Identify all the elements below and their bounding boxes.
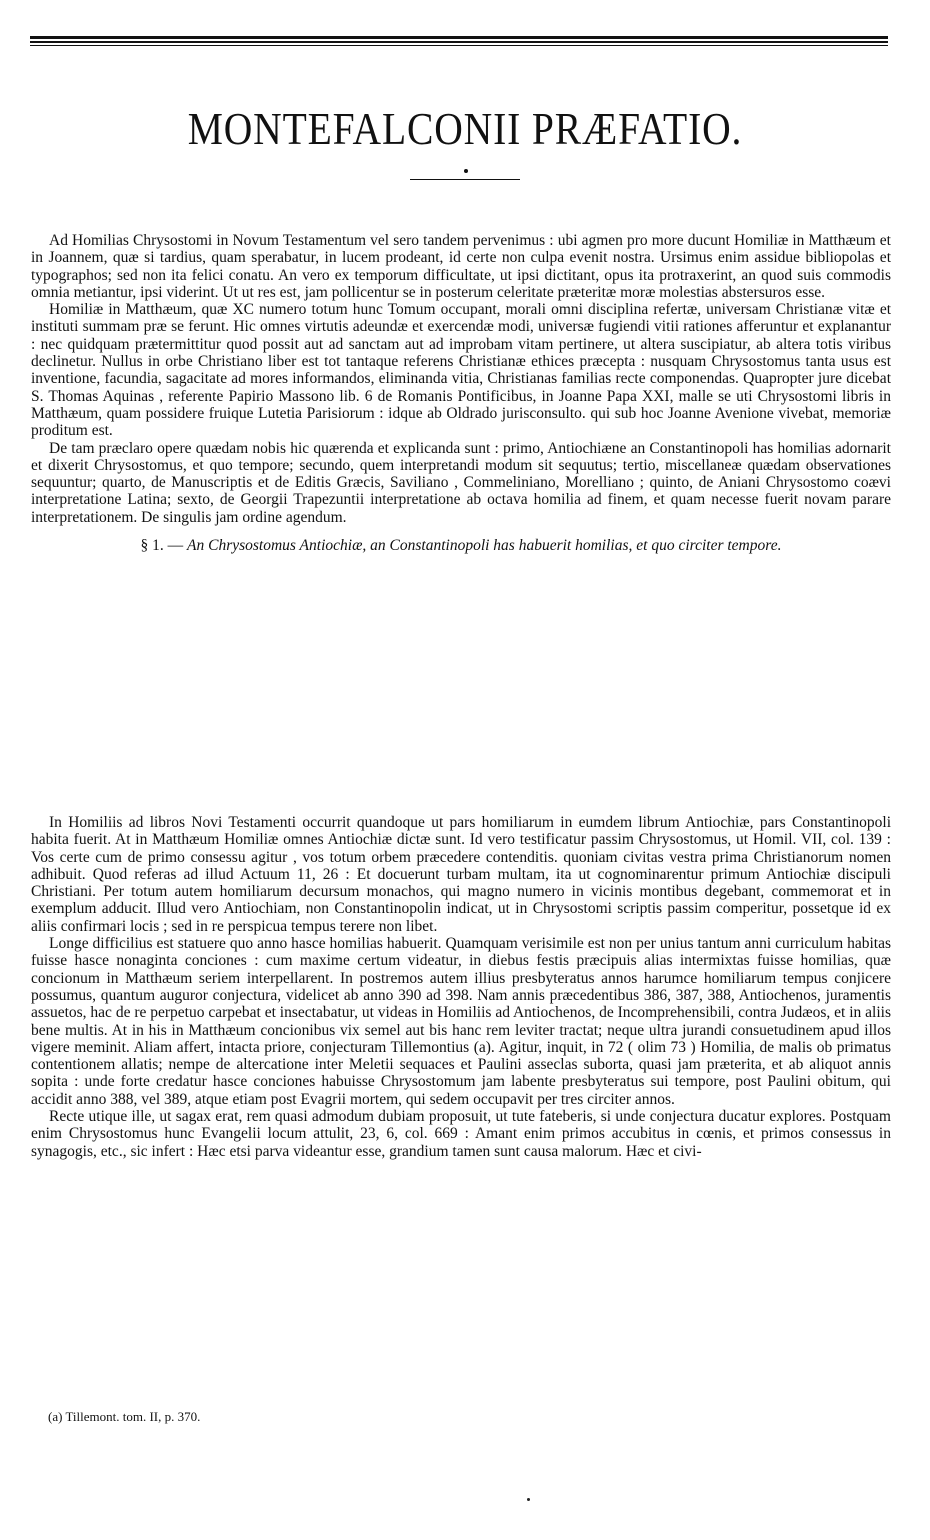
paragraph-intro: Ad Homilias Chrysostomi in Novum Testamentum vel sero tandem pervenimus : ubi agmen pro more ducunt Homiliæ in Matthæum et in Joannem, quæ si tardius, quam sperabatur, in lucem prodeant, id certe non culpa evenit nostra. Ursimus enim assidue bibliopolas et typographos; sed non ita felici conatu. An vero ex temporum difficultate, ut ipsi dictitant, opus ita protraxerint, an quod suis commodis omnia metiantur, ipsi viderint. Ut ut res est, jam pollicentur se in posterum celeritate præteritæ moræ molestias abstersuros esse. <box>31 232 891 301</box>
preface-intro <box>31 232 891 564</box>
title-ornament-dot <box>464 169 468 173</box>
footnote: (a) Tillemont. tom. II, p. 370. <box>48 1409 201 1424</box>
page-speck <box>527 1498 530 1501</box>
page-title: MONTEFALCONII PRÆFATIO. <box>187 103 743 154</box>
top-rule-middle <box>30 41 888 43</box>
paragraph-outline: De tam præclaro opere quædam nobis hic quærenda et explicanda sunt : primo, Antiochiæne an Constantinopoli has homilias adornarit et dixerit Chrysostomus, et quo tempore; secundo, quem interpretandi modum sit sequutus; tertio, miscellaneæ quædam observationes sequuntur; quarto, de Manuscriptis et de Editis Græcis, Saviliano , Commeliniano, Morelliano ; quinto, de Aniani Chrysostomo coævi interpretatione Latina; sexto, de Georgii Trapezuntii interpretatione ab octava homilia ad finem, et quam necesse fuerit novam parare interpretationem. De singulis jam ordine agendum. <box>31 439 891 526</box>
section-1-body <box>31 814 891 1160</box>
paragraph-conjecture: Recte utique ille, ut sagax erat, rem quasi admodum dubiam proposuit, ut tute fateberis, si unde conjectura ducatur explores. Postquam enim Chrysostomus hunc Evangelii locum attulit, 23, 6, col. 669 : Amant enim primos accubitus in cœnis, et primos consessus in synagogis, etc., sic infert : Hæc etsi parva videantur esse, grandium tamen sunt causa malorum. Hæc et civi- <box>31 1108 891 1160</box>
section-title: An Chrysostomus Antiochiæ, an Constantinopoli has habuerit homilias, et quo circiter tempore. <box>187 537 782 555</box>
top-rule-thick <box>30 36 888 39</box>
section-number: § 1. — <box>140 537 184 555</box>
paragraph-date: Longe difficilius est statuere quo anno hasce homilias habuerit. Quamquam verisimile est non per unius tantum anni curriculum habitas fuisse hasce nonaginta conciones : cum maxime certum videatur, in diebus festis præcipuis alias intermixtas fuisse homilias, quæ concionum in Matthæum seriem interpellarent. In postremos autem illius presbyteratus annos harumce homiliarum tempus conjicere possumus, quantum auguror conjectura, videlicet ab anno 390 ad 398. Nam annis præcedentibus 386, 387, 388, Antiochenos, juramentis assuetos, hac de re perpetuo carpebat et insectabatur, ut videas in Homiliis ad Antiochenos, de Incomprehensibili, contra Judæos, et in aliis bene multis. At in his in Matthæum concionibus vix semel aut bis hanc rem leviter tractat; neque ultra jurandi consuetudinem apud illos vigere meminit. Aliam affert, intacta priore, conjecturam Tillemontius (a). Agitur, inquit, in 72 ( olim 73 ) Homilia, de malis ob primatus contentionem allatis; nempe de altercatione inter Meletii sequaces et Paulini asseclas suborta, quasi jam præterita, et ab aliquot annis sopita : unde forte credatur hasce conciones habuisse Chrysostomum jam labente presbyteratus sui tempore, post Paulini obitum, qui accidit anno 388, vel 389, atque etiam post Evagrii mortem, qui sedem occupavit per tres circiter annos. <box>31 935 891 1108</box>
section-heading <box>31 537 891 554</box>
paragraph-matthew-homilies: Homiliæ in Matthæum, quæ XC numero totum hunc Tomum occupant, morali omni disciplina refertæ, universam Christianæ vitæ et instituti summam præ se ferunt. Hic omnes virtutis adeundæ et exercendæ modi, universæ fugiendi vitii rationes afferuntur et explanantur : nec quidquam prætermittitur quod possit aut ad sanctam aut ad improbam vitam pertinere, ut altera suscipiatur, ab altera totis viribus declinetur. Nullus in orbe Christiano liber est tot tantaque referens Christianæ ethices præcepta : nusquam Chrysostomus tanta usus est inventione, facundia, sagacitate ad mores informandos, eliminanda vitia, Christianas familias recte componendas. Quapropter jure dicebat S. Thomas Aquinas , referente Papirio Massono lib. 6 de Romanis Pontificibus, in Joanne Papa XXI, malle se uti Chrysostomi libris in Matthæum, quam possidere fruique Lutetia Parisiorum : idque ab Oldrado jurisconsulto. qui sub hoc Joanne Avenione vivebat, memoriæ proditum est. <box>31 301 891 440</box>
title-rule <box>410 179 520 180</box>
paragraph-place: In Homiliis ad libros Novi Testamenti occurrit quandoque ut pars homiliarum in eumdem librum Antiochiæ, pars Constantinopoli habita fuerit. At in Matthæum Homiliæ omnes Antiochiæ dictæ sunt. Id vero testificatur passim Chrysostomus, ut Homil. VII, col. 139 : Vos certe cum de primo consessu agitur , vos totum orbem præcedere contenditis. quoniam civitas vestra prima Christianorum nomen adhibuit. Quod referas ad illud Actuum 11, 26 : Et docuerunt turbam multam, ita ut cognominarentur primum Antiochiæ discipuli Christiani. Per totum autem homiliarum decursum monachos, qui magno numero in vicinis montibus degebant, commemorat et in exemplum adducit. Illud vero Antiochiam, non Constantinopolin indicat, ut in Chrysostomi scriptis passim comperitur, possetque id ex aliis confirmari locis ; sed in re perspicua tempus terere non libet. <box>31 814 891 935</box>
top-rule-thin <box>30 45 888 46</box>
